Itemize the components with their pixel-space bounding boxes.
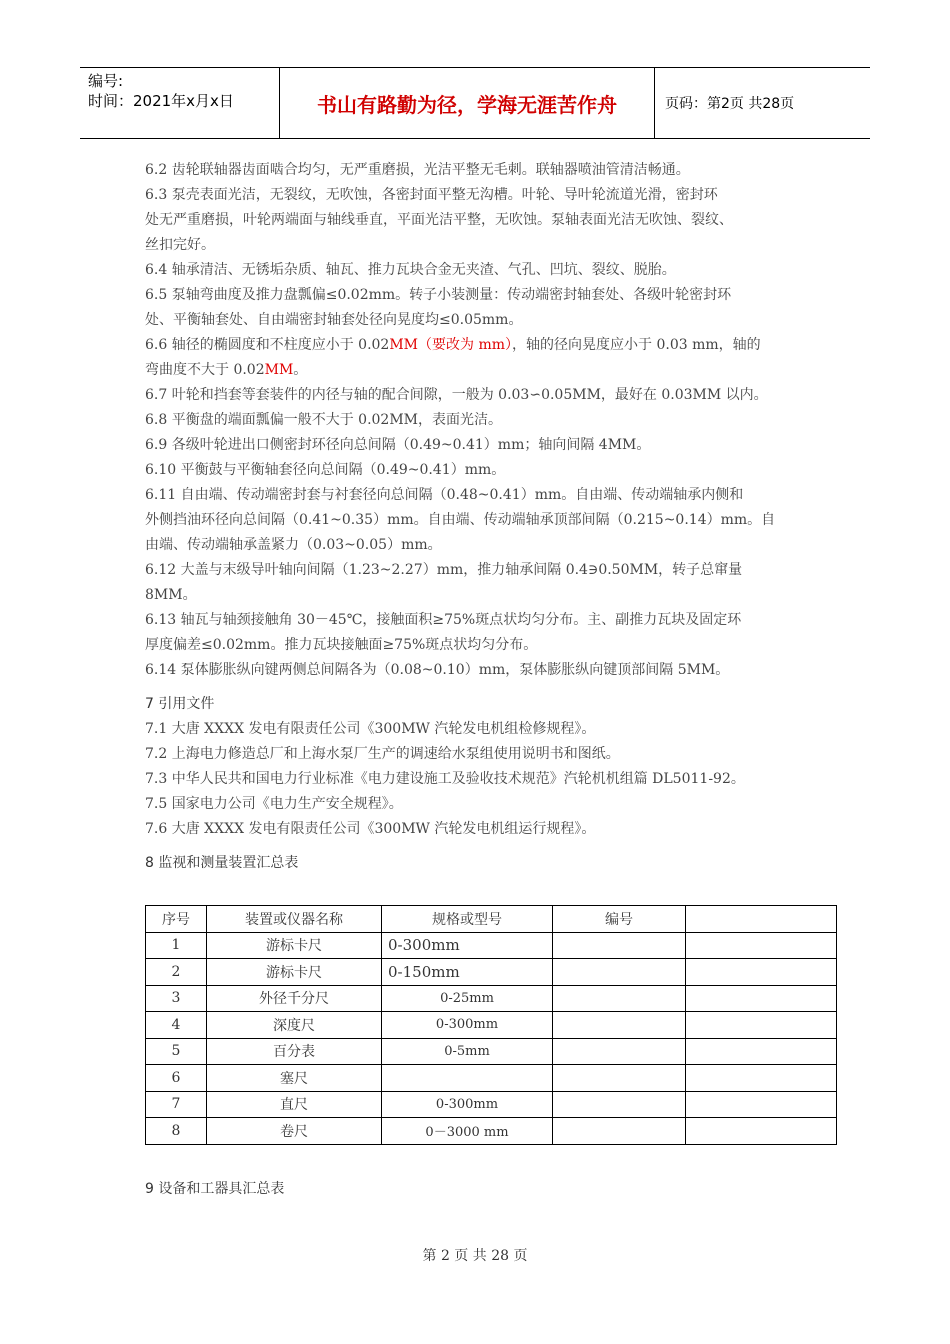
header-cell: 规格或型号: [382, 906, 553, 933]
table-cell: [553, 985, 686, 1012]
text-run: 。: [293, 362, 308, 378]
paragraph-line: 8MM。: [145, 587, 197, 603]
table-cell: 0-150mm: [382, 959, 553, 986]
table-cell: [686, 1065, 837, 1092]
table-cell: [553, 1118, 686, 1145]
measurement-devices-table: [145, 905, 837, 1145]
table-cell: 卷尺: [207, 1118, 382, 1145]
paragraph-line: 6.2 齿轮联轴器齿面啮合均匀，无严重磨损，光洁平整无毛刺。联轴器喷油管清洁畅通。: [145, 162, 690, 178]
document-body: [145, 158, 810, 876]
red-annotation: MM（要改为 mm）: [389, 337, 513, 353]
code-label: 编号:: [88, 72, 124, 90]
text-run: 6.6 轴径的椭圆度和不柱度应小于 0.02: [145, 337, 390, 353]
paragraph-line: 外侧挡油环径向总间隔（0.41~0.35）mm。自由端、传动端轴承顶部间隔（0.215~0.14）mm。自: [145, 512, 776, 528]
table-cell: [553, 1012, 686, 1039]
table-cell: [686, 1118, 837, 1145]
table-row: [146, 1065, 837, 1092]
paragraph-line: 6.13 轴瓦与轴颈接触角 30－45℃，接触面积≥75%斑点状均匀分布。主、副推力瓦块及固定环: [145, 612, 742, 628]
header-motto: 书山有路勤为径，学海无涯苦作舟: [280, 68, 655, 138]
reference-item: 7.5 国家电力公司《电力生产安全规程》。: [145, 796, 403, 812]
paragraph-line-6-6b: [145, 358, 810, 383]
table-cell: 0-300mm: [382, 1091, 553, 1118]
table-cell: [382, 1065, 553, 1092]
paragraph-line: 6.12 大盖与末级导叶轴向间隔（1.23~2.27）mm，推力轴承间隔 0.4∋0.50MM，转子总窜量: [145, 562, 743, 578]
table-cell: 7: [146, 1091, 207, 1118]
table-cell: 0-300mm: [382, 932, 553, 959]
page-footer: 第 2 页 共 28 页: [422, 1248, 528, 1264]
table-cell: 2: [146, 959, 207, 986]
paragraph-line: 6.3 泵壳表面光洁，无裂纹，无吹蚀，各密封面平整无沟槽。叶轮、导叶轮流道光滑，密封环: [145, 187, 718, 203]
table-cell: 0-25mm: [382, 985, 553, 1012]
table-cell: [686, 932, 837, 959]
time-label: 时间：2021年x月x日: [88, 92, 234, 110]
table-cell: [686, 1012, 837, 1039]
paragraph-line: 6.5 泵轴弯曲度及推力盘瓢偏≤0.02mm。转子小装测量：传动端密封轴套处、各级叶轮密封环: [145, 287, 732, 303]
table-cell: 6: [146, 1065, 207, 1092]
table-cell: 0-300mm: [382, 1012, 553, 1039]
table-cell: [686, 1038, 837, 1065]
reference-item: 7.6 大唐 XXXX 发电有限责任公司《300MW 汽轮发电机组运行规程》。: [145, 821, 596, 837]
table-cell: 4: [146, 1012, 207, 1039]
table-cell: 8: [146, 1118, 207, 1145]
red-annotation: MM: [264, 362, 294, 378]
table-cell: [686, 1091, 837, 1118]
table-cell: 游标卡尺: [207, 932, 382, 959]
reference-item: 7.3 中华人民共和国电力行业标准《电力建设施工及验收技术规范》汽轮机机组篇 DL5011-92。: [145, 771, 745, 787]
header-cell: 装置或仪器名称: [207, 906, 382, 933]
paragraph-line: 6.9 各级叶轮进出口侧密封环径向总间隔（0.49~0.41）mm；轴向间隔 4MM。: [145, 437, 651, 453]
table-cell: 百分表: [207, 1038, 382, 1065]
paragraph-line: 6.14 泵体膨胀纵向键两侧总间隔各为（0.08~0.10）mm，泵体膨胀纵向键顶部间隔 5MM。: [145, 662, 730, 678]
table-cell: 0－3000 mm: [382, 1118, 553, 1145]
table-cell: [686, 959, 837, 986]
table-row: [146, 985, 837, 1012]
table-cell: 深度尺: [207, 1012, 382, 1039]
table-cell: 游标卡尺: [207, 959, 382, 986]
paragraph-line: 厚度偏差≤0.02mm。推力瓦块接触面≥75%斑点状均匀分布。: [145, 637, 538, 653]
text-run: 弯曲度不大于 0.02: [145, 362, 265, 378]
header-meta: [80, 68, 280, 138]
table-cell: 直尺: [207, 1091, 382, 1118]
table-row: [146, 959, 837, 986]
table-cell: [553, 1065, 686, 1092]
paragraph-line: 处无严重磨损，叶轮两端面与轴线垂直，平面光洁平整，无吹蚀。泵轴表面光洁无吹蚀、裂纹、: [145, 212, 733, 228]
table-row: [146, 1091, 837, 1118]
table-cell: [553, 959, 686, 986]
table-row: [146, 1118, 837, 1145]
table-cell: 塞尺: [207, 1065, 382, 1092]
reference-item: 7.1 大唐 XXXX 发电有限责任公司《300MW 汽轮发电机组检修规程》。: [145, 721, 596, 737]
header-cell: 编号: [553, 906, 686, 933]
section-7-title: 7 引用文件: [145, 696, 215, 712]
table-cell: 1: [146, 932, 207, 959]
paragraph-line: 处、平衡轴套处、自由端密封轴套处径向晃度均≤0.05mm。: [145, 312, 523, 328]
paragraph-line: 6.8 平衡盘的端面瓢偏一般不大于 0.02MM，表面光洁。: [145, 412, 503, 428]
paragraph-line: 6.11 自由端、传动端密封套与衬套径向总间隔（0.48~0.41）mm。自由端、传动端轴承内侧和: [145, 487, 744, 503]
header-cell: [686, 906, 837, 933]
table-cell: [553, 1038, 686, 1065]
table-cell: [686, 985, 837, 1012]
table-header-row: [146, 906, 837, 933]
paragraph-line: 由端、传动端轴承盖紧力（0.03~0.05）mm。: [145, 537, 442, 553]
table-row: [146, 1012, 837, 1039]
reference-item: 7.2 上海电力修造总厂和上海水泵厂生产的调速给水泵组使用说明书和图纸。: [145, 746, 620, 762]
table-cell: 0-5mm: [382, 1038, 553, 1065]
page-header: [80, 67, 870, 139]
paragraph-line: 6.10 平衡鼓与平衡轴套径向总间隔（0.49~0.41）mm。: [145, 462, 506, 478]
paragraph-line: 6.4 轴承清洁、无锈垢杂质、轴瓦、推力瓦块合金无夹渣、气孔、凹坑、裂纹、脱胎。: [145, 262, 676, 278]
header-cell: 序号: [146, 906, 207, 933]
header-page-info: 页码：第2页 共28页: [665, 96, 795, 112]
table-cell: 外径千分尺: [207, 985, 382, 1012]
table-row: [146, 1038, 837, 1065]
paragraph-line: 丝扣完好。: [145, 237, 215, 253]
section-9-title: 9 设备和工器具汇总表: [145, 1181, 285, 1197]
text-run: ，轴的径向晃度应小于 0.03 mm，轴的: [512, 337, 761, 353]
table-cell: [553, 932, 686, 959]
paragraph-line: 6.7 叶轮和挡套等套装件的内径与轴的配合间隙，一般为 0.03∽0.05MM，最好在 0.03MM 以内。: [145, 387, 768, 403]
table-cell: 5: [146, 1038, 207, 1065]
table-cell: [553, 1091, 686, 1118]
section-8-title: 8 监视和测量装置汇总表: [145, 855, 299, 871]
table-row: [146, 932, 837, 959]
paragraph-line-6-6: [145, 333, 810, 358]
table-cell: 3: [146, 985, 207, 1012]
